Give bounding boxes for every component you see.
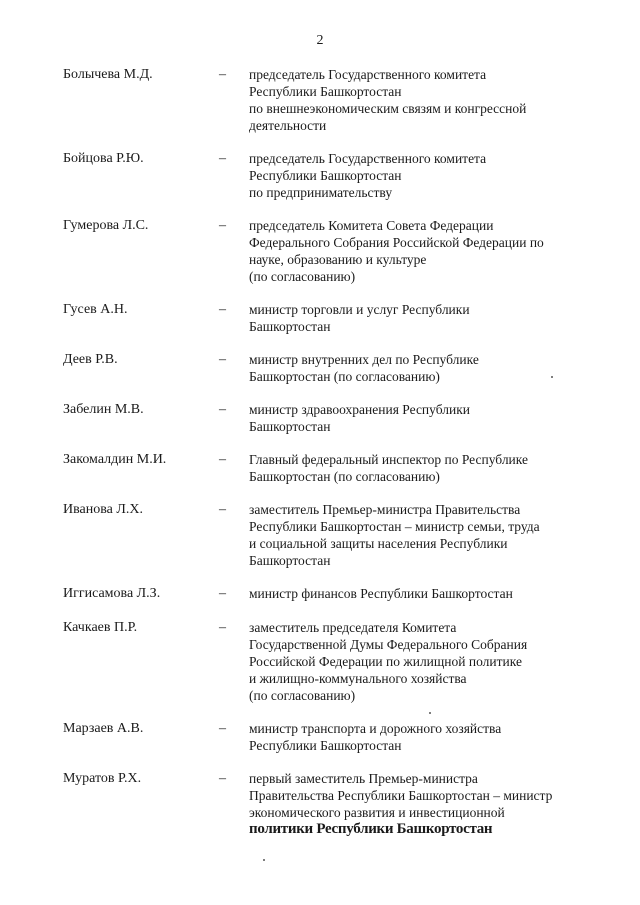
position-line: Башкортостан xyxy=(249,319,331,334)
position-line: Республики Башкортостан xyxy=(249,84,402,99)
position-line: Республики Башкортостан xyxy=(249,168,402,183)
dash-separator: – xyxy=(219,586,226,601)
position-line: председатель Государственного комитета xyxy=(249,67,487,82)
scan-speck xyxy=(263,859,265,861)
position-line: министр внутренних дел по Республике xyxy=(249,352,479,367)
position-line: и жилищно-коммунального хозяйства xyxy=(249,671,467,686)
dash-separator: – xyxy=(219,620,226,635)
position-line: Республики Башкортостан xyxy=(249,738,402,753)
member-name: Качкаев П.Р. xyxy=(63,620,138,635)
dash-separator: – xyxy=(219,771,226,786)
member-position xyxy=(249,150,599,201)
position-line: Государственной Думы Федерального Собрания xyxy=(249,637,528,652)
member-name: Гумерова Л.С. xyxy=(63,218,149,233)
member-position xyxy=(249,351,599,385)
position-line: Башкортостан (по согласованию) xyxy=(249,469,440,484)
position-line: Российской Федерации по жилищной политике xyxy=(249,654,522,669)
member-name: Деев Р.В. xyxy=(63,352,118,367)
member-position xyxy=(249,770,599,838)
position-line: политики Республики Башкортостан xyxy=(249,821,493,837)
dash-separator: – xyxy=(219,452,226,467)
dash-separator: – xyxy=(219,218,226,233)
member-name: Иггисамова Л.З. xyxy=(63,586,161,601)
position-line: науке, образованию и культуре xyxy=(249,252,427,267)
position-line: Башкортостан (по согласованию) xyxy=(249,369,440,384)
position-line: заместитель Премьер-министра Правительства xyxy=(249,502,521,517)
dash-separator: – xyxy=(219,721,226,736)
member-name: Муратов Р.Х. xyxy=(63,771,142,786)
position-line: министр торговли и услуг Республики xyxy=(249,302,470,317)
position-line: Федерального Собрания Российской Федерации по xyxy=(249,235,544,250)
position-line: министр финансов Республики Башкортостан xyxy=(249,586,513,601)
position-line: Республики Башкортостан – министр семьи, труда xyxy=(249,519,540,534)
position-line: министр здравоохранения Республики xyxy=(249,402,471,417)
position-line: по внешнеэкономическим связям и конгрессной xyxy=(249,101,527,116)
position-line: (по согласованию) xyxy=(249,269,356,284)
position-line: Правительства Республики Башкортостан – министр xyxy=(249,788,553,803)
dash-separator: – xyxy=(219,302,226,317)
member-name: Гусев А.Н. xyxy=(63,302,128,317)
position-line: и социальной защиты населения Республики xyxy=(249,536,508,551)
dash-separator: – xyxy=(219,67,226,82)
member-position xyxy=(249,401,599,435)
position-line: министр транспорта и дорожного хозяйства xyxy=(249,721,502,736)
member-position xyxy=(249,66,599,134)
dash-separator: – xyxy=(219,502,226,517)
position-line: Башкортостан xyxy=(249,553,331,568)
position-line: (по согласованию) xyxy=(249,688,356,703)
position-line: деятельности xyxy=(249,118,327,133)
member-position xyxy=(249,501,599,569)
member-name: Закомалдин М.И. xyxy=(63,452,167,467)
member-position xyxy=(249,301,599,335)
member-position xyxy=(249,217,599,285)
position-line: первый заместитель Премьер-министра xyxy=(249,771,478,786)
member-position xyxy=(249,720,599,754)
position-line: экономического развития и инвестиционной xyxy=(249,805,505,820)
page-number: 2 xyxy=(316,33,324,48)
member-name: Марзаев А.В. xyxy=(63,721,144,736)
position-line: председатель Комитета Совета Федерации xyxy=(249,218,494,233)
member-position xyxy=(249,585,599,602)
position-line: председатель Государственного комитета xyxy=(249,151,487,166)
position-line: Башкортостан xyxy=(249,419,331,434)
member-name: Забелин М.В. xyxy=(63,402,144,417)
scan-speck xyxy=(429,712,431,714)
member-position xyxy=(249,619,599,704)
scan-speck xyxy=(551,376,553,378)
position-line: Главный федеральный инспектор по Республике xyxy=(249,452,528,467)
member-position xyxy=(249,451,599,485)
position-line: заместитель председателя Комитета xyxy=(249,620,457,635)
position-line: по предпринимательству xyxy=(249,185,393,200)
member-name: Бойцова Р.Ю. xyxy=(63,151,144,166)
member-name: Болычева М.Д. xyxy=(63,67,153,82)
dash-separator: – xyxy=(219,352,226,367)
member-name: Иванова Л.Х. xyxy=(63,502,143,517)
dash-separator: – xyxy=(219,402,226,417)
dash-separator: – xyxy=(219,151,226,166)
